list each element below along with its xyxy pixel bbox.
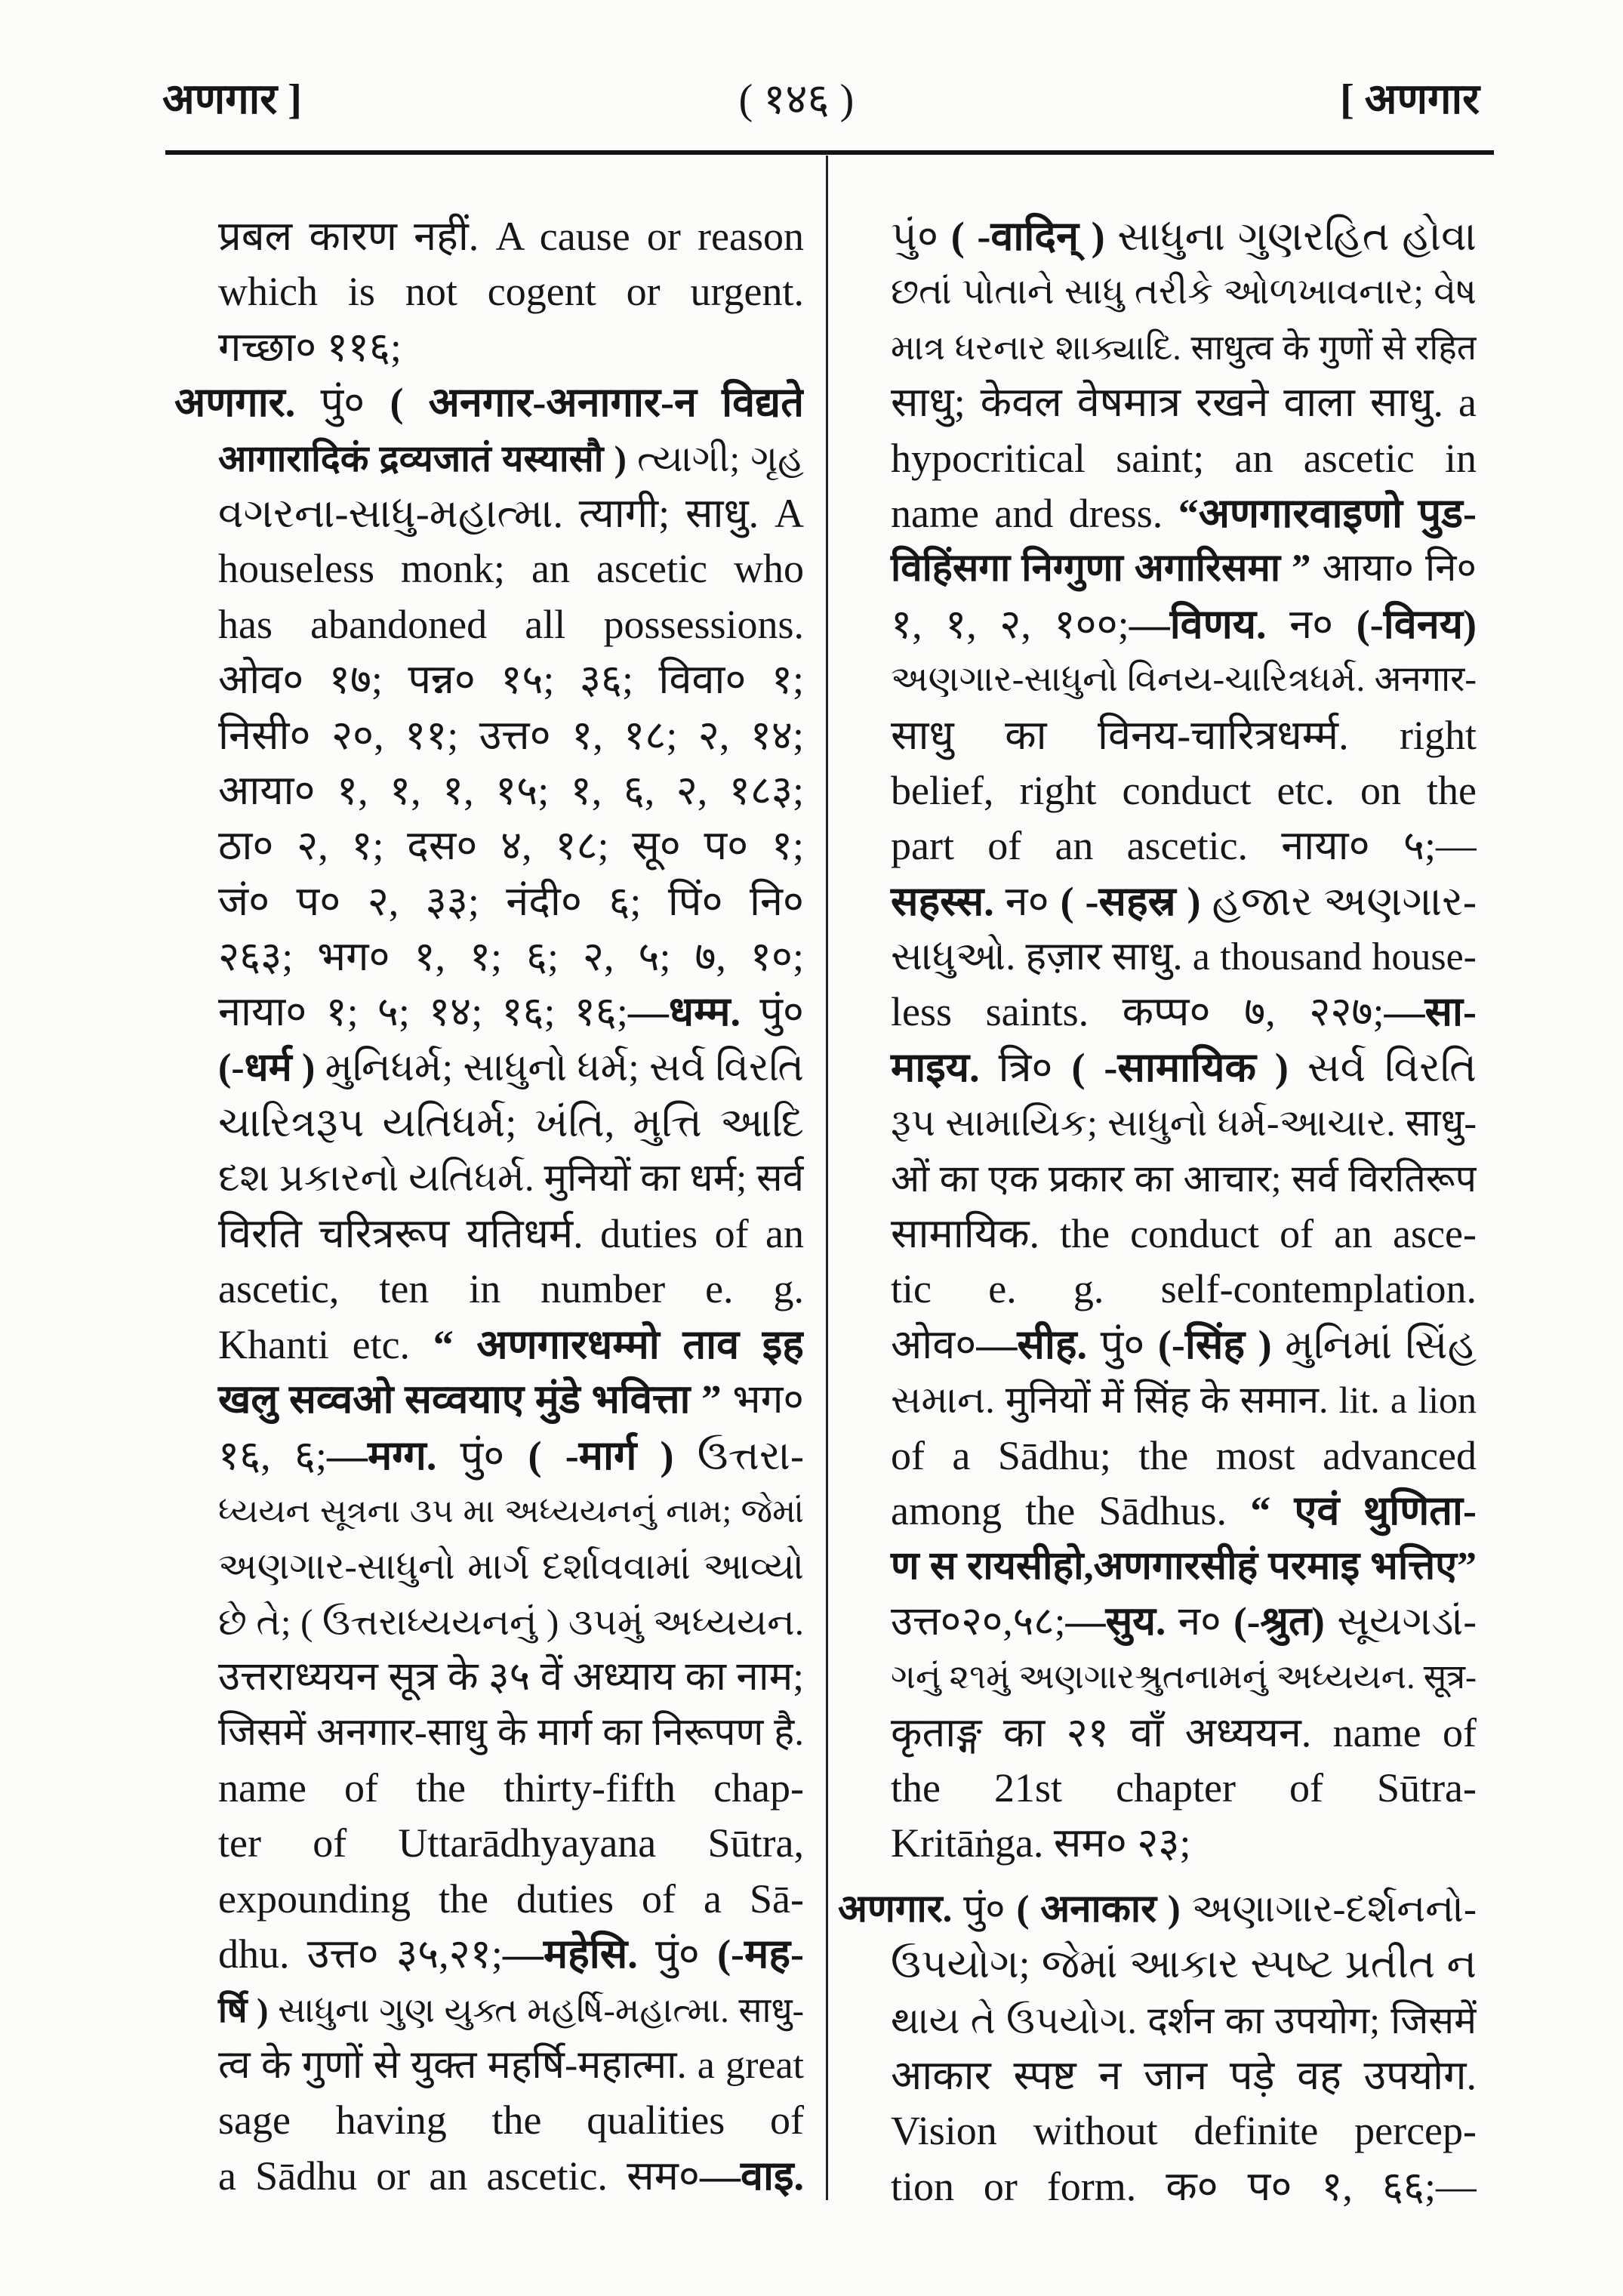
left-column-line — [174, 597, 804, 652]
right-column-line — [838, 1937, 1477, 1992]
text-run: आया० नि० — [1310, 547, 1477, 590]
text-run: न० — [993, 878, 1061, 924]
text-run: name of the thirty-fifth chap- — [218, 1764, 804, 1811]
text-run: कृताङ्ग का २१ वाँ अध्ययन. name of — [891, 1709, 1477, 1755]
left-column-line — [174, 264, 804, 319]
sanskrit-form: ( अनाकार ) — [1016, 1888, 1181, 1931]
left-column-line — [174, 2149, 804, 2204]
text-run: ठा० २, १; दस० ४, १८; सू० प० १; — [218, 823, 804, 869]
left-column-line — [174, 375, 804, 430]
text-run: ओव० १७; पन्न० १५; ३६; विवा० १; — [218, 657, 804, 703]
text-run: name and dress. — [891, 490, 1178, 536]
text-run: उत्त०२०,५८; — [891, 1599, 1066, 1644]
sanskrit-form: ( -मार्ग ) — [528, 1432, 674, 1478]
headword: —सीह. — [976, 1321, 1088, 1367]
text-run: Vision without definite percep- — [891, 2108, 1477, 2154]
text-run: સૂયગડાં- — [1324, 1599, 1477, 1644]
left-column-line — [174, 985, 804, 1040]
right-column-line — [838, 2048, 1477, 2103]
text-run: has abandoned all possessions. — [218, 601, 804, 647]
right-column-line — [838, 1207, 1477, 1262]
text-run: ત્યાગી; ગૃહ — [626, 437, 804, 479]
sanskrit-form: ( -सहस्र ) — [1060, 878, 1201, 924]
text-run: દશ પ્રકારનો યતિધર્મ. मुनियों का धर्म; सर्व — [218, 1157, 804, 1200]
text-run: त्व के गुणों से युक्त महर्षि-महात्मा. a great — [218, 2043, 804, 2087]
right-column-line — [838, 1096, 1477, 1151]
left-column-line — [174, 1262, 804, 1317]
text-run: नाया० १; ५; १४; १६; १६; — [218, 989, 628, 1035]
right-column-line — [838, 375, 1477, 430]
text-run: गच्छा० ११६; — [218, 324, 402, 370]
headword: —महेसि. — [502, 1931, 638, 1977]
right-column-line — [838, 1484, 1477, 1539]
text-run: प्रबल कारण नहीं. A cause or reason — [218, 214, 804, 259]
left-column-line — [174, 2093, 804, 2148]
left-column-line — [174, 1151, 804, 1207]
text-run: ter of Uttarādhyayana Sūtra, — [218, 1820, 804, 1866]
sanskrit-form: ( -वादिन् ) — [950, 214, 1105, 259]
text-run: २६३; भग० १, १; ६; २, ५; ७, १०; — [218, 934, 804, 980]
text-run: expounding the duties of a Sā- — [218, 1875, 804, 1922]
text-run: Khanti etc. — [218, 1321, 433, 1367]
text-run: છે તે; ( ઉત્તરાધ્યયનનું ) ૩૫મું અધ્યયન. — [218, 1601, 804, 1643]
sanskrit-form: आगारादिकं द्रव्यजातं यस्यासौ ) — [218, 437, 627, 479]
text-run: સાધુઓ. हज़ार साधु. a thousand house- — [891, 935, 1477, 979]
text-run: ચારિત્રરૂપ યતિધર્મ; ખંતિ, મુત્તિ આદિ — [218, 1100, 804, 1146]
right-column-line — [838, 652, 1477, 707]
right-column-line — [838, 597, 1477, 652]
text-run: સાધુના ગુણ યુક્ત મહર્ષિ-મહાત્મા. साधु- — [268, 1990, 804, 2029]
text-run: ascetic, ten in number e. g. — [218, 1266, 804, 1312]
right-column-line — [838, 929, 1477, 985]
right-column-line — [838, 2103, 1477, 2159]
left-column-line — [174, 1428, 804, 1484]
headword: —धम्म. — [627, 989, 741, 1035]
text-run: पुं० — [436, 1432, 528, 1478]
left-column-line — [174, 1872, 804, 1927]
text-run: માત્ર ધરનાર શાક્યાદિ. साधुत्व के गुणों से रहित — [891, 328, 1477, 367]
text-run: houseless monk; an ascetic who — [218, 546, 804, 592]
text-run: of a Sādhu; the most advanced — [891, 1432, 1477, 1478]
left-column-line — [174, 320, 804, 375]
sanskrit-form: (-श्रुत) — [1233, 1599, 1325, 1644]
text-run: અણગાર-સાધુનો માર્ગ દર્શાવવામાં આવ્યો — [218, 1546, 804, 1588]
right-column-line — [838, 1595, 1477, 1650]
right-column-line — [838, 1539, 1477, 1594]
text-run: भग० — [721, 1378, 804, 1422]
text-run: અણગાર-સાધુનો વિનય-ચારિત્રધર્મ. अनगार- — [891, 660, 1477, 700]
text-run: ओव० — [891, 1321, 977, 1367]
text-run: पुं० — [952, 1888, 1017, 1931]
left-column-line — [174, 1706, 804, 1761]
left-column-line — [174, 1927, 804, 1982]
left-column-line — [174, 1373, 804, 1428]
right-column-line — [838, 1262, 1477, 1317]
headword: —सुय. — [1065, 1599, 1166, 1644]
right-column-line — [838, 1428, 1477, 1484]
left-column-line — [174, 431, 804, 486]
text-run: पुं० — [1087, 1321, 1158, 1367]
text-run: आया० १, १, १, १५; १, ६, २, १८३; — [218, 767, 804, 813]
left-column-line — [174, 1040, 804, 1096]
left-column-line — [174, 652, 804, 707]
text-run: સમાન. मुनियों में सिंह के समान. lit. a lion — [891, 1379, 1477, 1422]
text-run: મુનિમાં સિંહ — [1271, 1321, 1477, 1367]
left-column — [174, 209, 804, 2204]
headword: अणगार. — [174, 380, 296, 426]
left-column-line — [174, 874, 804, 929]
text-run: વગરના-સાધુ-મહાત્મા. त्यागी; साधु. A — [218, 490, 804, 536]
text-run: विरति चरित्ररूप यतिधर्म. duties of an — [218, 1211, 804, 1257]
right-column-line — [838, 431, 1477, 486]
text-run: a Sādhu or an ascetic. सम० — [218, 2153, 700, 2199]
text-run: tic e. g. self-contemplation. — [891, 1266, 1477, 1312]
left-column-line — [174, 2038, 804, 2093]
right-column-line — [838, 1650, 1477, 1705]
text-run: १६, ६; — [218, 1432, 327, 1478]
left-column-line — [174, 1761, 804, 1816]
left-column-line — [174, 1096, 804, 1151]
text-run: રૂપ સામાયિક; સાધુનો ધર્મ-આચાર. साधु- — [891, 1102, 1477, 1145]
left-column-line — [174, 1650, 804, 1705]
text-run: साधु; केवल वेषमात्र रखने वाला साधु. a — [891, 380, 1477, 426]
text-run: belief, right conduct etc. on the — [891, 767, 1477, 813]
right-column-line — [838, 541, 1477, 596]
text-run: सामायिक. the conduct of an asce- — [891, 1211, 1477, 1257]
text-run: મુનિધર્મ; સાધુનો ધર્મ; સર્વ વિરતિ — [315, 1046, 804, 1089]
headword: अणगार. — [838, 1888, 953, 1931]
left-column-line — [174, 1484, 804, 1539]
text-run: ओं का एक प्रकार का आचार; सर्व विरतिरूप — [891, 1157, 1477, 1200]
text-run: અણાગાર-દર્શનનો- — [1180, 1888, 1477, 1931]
text-run: hypocritical saint; an ascetic in — [891, 435, 1477, 481]
citation-quote: “अणगारवाइणो पुड- — [1178, 490, 1477, 536]
left-column-line — [174, 763, 804, 818]
right-column-line — [838, 1318, 1477, 1373]
text-run: पुं० — [741, 989, 804, 1035]
sanskrit-form: ( -सामायिक ) — [1071, 1044, 1289, 1090]
left-column-line — [174, 1595, 804, 1650]
citation-quote: “ एवं थुणिता- — [1250, 1487, 1477, 1533]
text-run: त्रि० — [979, 1044, 1072, 1090]
text-run: न० — [1266, 601, 1357, 647]
right-column-line — [838, 874, 1477, 929]
citation-quote: खलु सव्वओ सव्वयाए मुंडे भवित्ता ” — [218, 1378, 722, 1422]
left-column-line — [174, 1318, 804, 1373]
running-head-left: अणगार ] — [162, 76, 302, 123]
right-column-line — [838, 1882, 1477, 1937]
text-run: पुं० — [637, 1931, 718, 1977]
left-column-line — [174, 818, 804, 874]
text-run: पुं० — [295, 380, 390, 426]
text-run: which is not cogent or urgent. — [218, 269, 804, 315]
text-run: उत्तराध्ययन सूत्र के ३५ वें अध्याय का नाम; — [218, 1655, 804, 1700]
left-column-line — [174, 1816, 804, 1871]
text-run: न० — [1166, 1599, 1234, 1644]
right-column-line — [838, 320, 1477, 375]
text-run: साधु का विनय-चारित्रधर्म्म. right — [891, 712, 1477, 758]
text-run: સાધુના ગુણરહિત હોવા — [1104, 214, 1477, 259]
right-column-line — [838, 1993, 1477, 2048]
header-rule — [165, 150, 1494, 155]
right-column-line — [838, 486, 1477, 541]
text-run: ઉપયોગ; જેમાં આકાર સ્પષ્ટ પ્રતીત ન — [891, 1943, 1477, 1987]
text-run: among the Sādhus. — [891, 1487, 1251, 1533]
sanskrit-form: (-मह- — [717, 1931, 804, 1977]
text-run: ધ્યયન સૂત્રના ૩૫ મા અધ્યયનનું નામ; જેમાં — [218, 1492, 804, 1530]
citation-quote: “ अणगारधम्मो ताव इह — [433, 1321, 804, 1367]
headword: सहस्स. — [891, 878, 994, 924]
right-column-line — [838, 763, 1477, 818]
text-run: १, १, २, १००; — [891, 601, 1129, 647]
text-run: Kritāṅga. सम० २३; — [891, 1820, 1191, 1866]
right-column-line — [838, 2159, 1477, 2214]
page-number: ( १४६ ) — [738, 76, 855, 123]
text-run: હજાર અણગાર- — [1200, 878, 1477, 924]
left-column-line — [174, 708, 804, 763]
text-run: जिसमें अनगार-साधु के मार्ग का निरूपण है. — [218, 1711, 804, 1754]
text-run: થાય તે ઉપયોગ. दर्शन का उपयोग; जिसमें — [891, 1999, 1477, 2042]
right-column-line — [838, 1706, 1477, 1761]
text-run: less saints. कप्प० ७, २२७; — [891, 989, 1384, 1035]
right-column-line — [838, 818, 1477, 874]
right-column-line — [838, 1761, 1477, 1816]
text-run: છતાં પોતાને સાધુ તરીકે ઓળખાવનાર; વેષ — [891, 272, 1477, 313]
right-column-line — [838, 1373, 1477, 1428]
left-column-line — [174, 541, 804, 596]
citation-quote: ण स रायसीहो,अणगारसीहं परमाइ भत्तिए” — [891, 1545, 1477, 1589]
sanskrit-form: (-विनय) — [1356, 601, 1477, 647]
right-column-line — [838, 209, 1477, 264]
left-column-line — [174, 209, 804, 264]
text-run: ઉત્તરા- — [673, 1432, 804, 1478]
text-run: जं० प० २, ३३; नंदी० ६; पिं० नि० — [218, 878, 804, 924]
sanskrit-form: (-सिंह ) — [1157, 1321, 1272, 1367]
headword: —वाइ. — [699, 2153, 804, 2199]
text-run: आकार स्पष्ट न जान पड़े वह उपयोग. — [891, 2052, 1477, 2098]
right-column-line — [838, 264, 1477, 319]
headword: —विणय. — [1129, 601, 1267, 647]
right-column-line — [838, 1151, 1477, 1207]
right-column-line — [838, 1040, 1477, 1096]
left-column-line — [174, 929, 804, 985]
left-column-line — [174, 486, 804, 541]
sanskrit-form: ( अनगार-अनागार-न विद्यते — [390, 380, 804, 426]
text-run: निसी० २०, ११; उत्त० १, १८; २, १४; — [218, 712, 804, 758]
citation-quote: विहिंसगा निग्गुणा अगारिसमा ” — [891, 547, 1311, 590]
text-run: sage having the qualities of — [218, 2097, 804, 2143]
right-column — [838, 209, 1477, 2214]
right-column-line — [838, 1816, 1477, 1871]
text-run: ગનું ૨૧મું અણગારશ્રુતનામનું અધ્યયન. सूत्र- — [891, 1658, 1477, 1697]
headword: माइय. — [891, 1044, 980, 1090]
right-column-line — [838, 708, 1477, 763]
right-column-line — [838, 985, 1477, 1040]
headword: —मग्ग. — [326, 1432, 437, 1478]
left-column-line — [174, 1207, 804, 1262]
left-column-line — [174, 1539, 804, 1594]
text-run: dhu. उत्त० ३५,२१; — [218, 1931, 503, 1977]
text-run: the 21st chapter of Sūtra- — [891, 1764, 1477, 1811]
text-run: part of an ascetic. नाया० ५;— — [891, 823, 1477, 869]
running-head-right: [ अणगार — [1340, 76, 1480, 123]
text-run: પું० — [891, 214, 951, 259]
sanskrit-form: र्षि ) — [218, 1990, 269, 2029]
text-run: tion or form. क० प० १, ६६;— — [891, 2163, 1477, 2209]
headword: —सा- — [1384, 989, 1477, 1035]
column-divider — [826, 156, 828, 2200]
sanskrit-form: (-धर्म ) — [218, 1046, 316, 1089]
text-run: સર્વ વિરતિ — [1288, 1044, 1477, 1090]
left-column-line — [174, 1983, 804, 2038]
